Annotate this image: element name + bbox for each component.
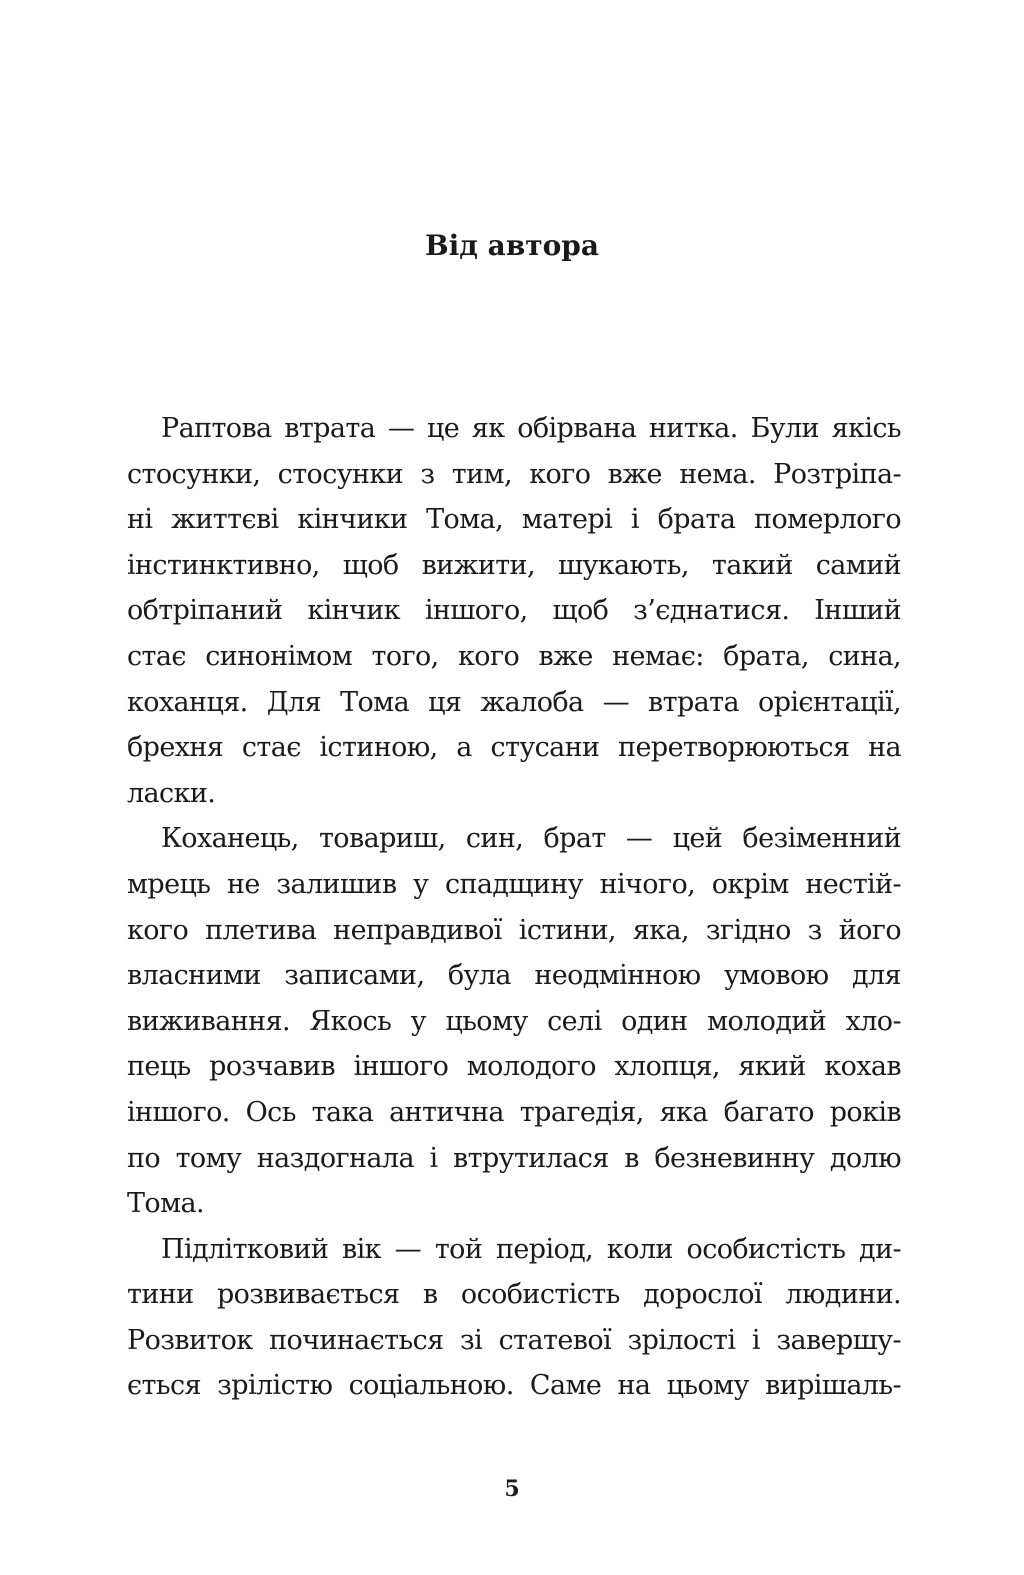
paragraph-line: власними записами, була неодмінною умовою для	[127, 960, 901, 992]
paragraph-line: Тома.	[127, 1188, 204, 1220]
paragraph-line: стає синонімом того, кого вже немає: брата, сина,	[127, 640, 901, 672]
chapter-title: Від автора	[424, 229, 600, 262]
paragraph-line: коханця. Для Тома ця жалоба — втрата орієнтації,	[127, 686, 901, 718]
paragraph-line: по тому наздогнала і втрутилася в безневинну долю	[127, 1142, 901, 1174]
body-text	[127, 406, 901, 1409]
paragraph-line: тини розвивається в особистість дорослої людини.	[127, 1279, 901, 1311]
paragraph-line: обтріпаний кінчик іншого, щоб з’єднатися. Інший	[127, 595, 901, 627]
paragraph-line: ні життєві кінчики Тома, матері і брата померлого	[127, 504, 901, 536]
paragraph-line: пець розчавив іншого молодого хлопця, який кохав	[127, 1051, 901, 1083]
paragraph-line: ється зрілістю соціальною. Саме на цьому вирішаль-	[127, 1370, 901, 1402]
paragraph-line: Підлітковий вік — той період, коли особистість ди-	[161, 1233, 901, 1265]
page-number: 5	[504, 1476, 520, 1502]
paragraph-line: Коханець, товариш, син, брат — цей безіменний	[161, 823, 901, 855]
paragraph-line: мрець не залишив у спадщину нічого, окрім нестій-	[127, 868, 901, 900]
paragraph-line: кого плетива неправдивої істини, яка, згідно з його	[127, 914, 901, 946]
paragraph-line: Розвиток починається зі статевої зрілості і завершу-	[127, 1324, 901, 1356]
paragraph-line: інстинктивно, щоб вижити, шукають, такий самий	[127, 549, 901, 581]
paragraph-line: виживання. Якось у цьому селі один молодий хло-	[127, 1005, 901, 1037]
paragraph-line: брехня стає істиною, а стусани перетворюються на	[127, 732, 901, 764]
paragraph-line: Раптова втрата — це як обірвана нитка. Були якісь	[161, 413, 901, 444]
paragraph-line: стосунки, стосунки з тим, кого вже нема. Розтріпа-	[127, 458, 901, 490]
paragraph-line: ласки.	[127, 777, 216, 809]
paragraph-line: іншого. Ось така антична трагедія, яка багато років	[127, 1096, 901, 1128]
